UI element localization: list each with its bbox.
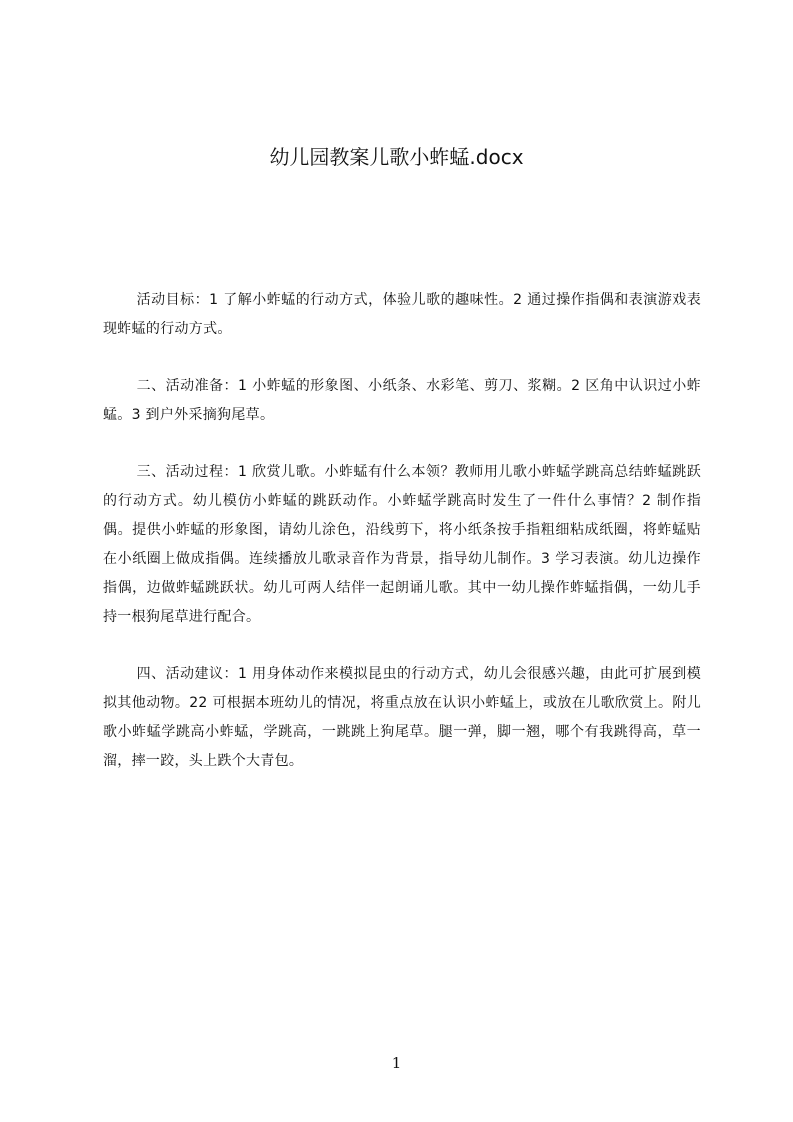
paragraph-activity-goals: 活动目标：1 了解小蚱蜢的行动方式，体验儿歌的趣味性。2 通过操作指偶和表演游戏表现蚱蜢的行动方式。: [103, 292, 701, 337]
paragraph-activity-preparation: 二、活动准备：1 小蚱蜢的形象图、小纸条、水彩笔、剪刀、浆糊。2 区角中认识过小蚱蜢。3 到户外采摘狗尾草。: [103, 378, 701, 423]
document-body: [103, 286, 701, 804]
page-number: 1: [391, 1054, 402, 1072]
document-title: 幼儿园教案儿歌小蚱蜢.docx: [269, 145, 524, 169]
paragraph-activity-suggestions: 四、活动建议：1 用身体动作来模拟昆虫的行动方式，幼儿会很感兴趣，由此可扩展到模拟其他动物。22 可根据本班幼儿的情况，将重点放在认识小蚱蜢上，或放在儿歌欣赏上。附儿歌小蚱蜢学跳高小蚱蜢，学跳高，一跳跳上狗尾草。腿一弹，脚一翘，哪个有我跳得高，草一溜，摔一跤，头上跌个大青包。: [103, 666, 701, 769]
paragraph-activity-process: 三、活动过程：1 欣赏儿歌。小蚱蜢有什么本领？教师用儿歌小蚱蜢学跳高总结蚱蜢跳跃的行动方式。幼儿模仿小蚱蜢的跳跃动作。小蚱蜢学跳高时发生了一件什么事情？2 制作指偶。提供小蚱蜢的形象图，请幼儿涂色，沿线剪下，将小纸条按手指粗细粘成纸圈，将蚱蜢贴在小纸圈上做成指偶。连续播放儿歌录音作为背景，指导幼儿制作。3 学习表演。幼儿边操作指偶，边做蚱蜢跳跃状。幼儿可两人结伴一起朗诵儿歌。其中一幼儿操作蚱蜢指偶，一幼儿手持一根狗尾草进行配合。: [103, 464, 701, 625]
